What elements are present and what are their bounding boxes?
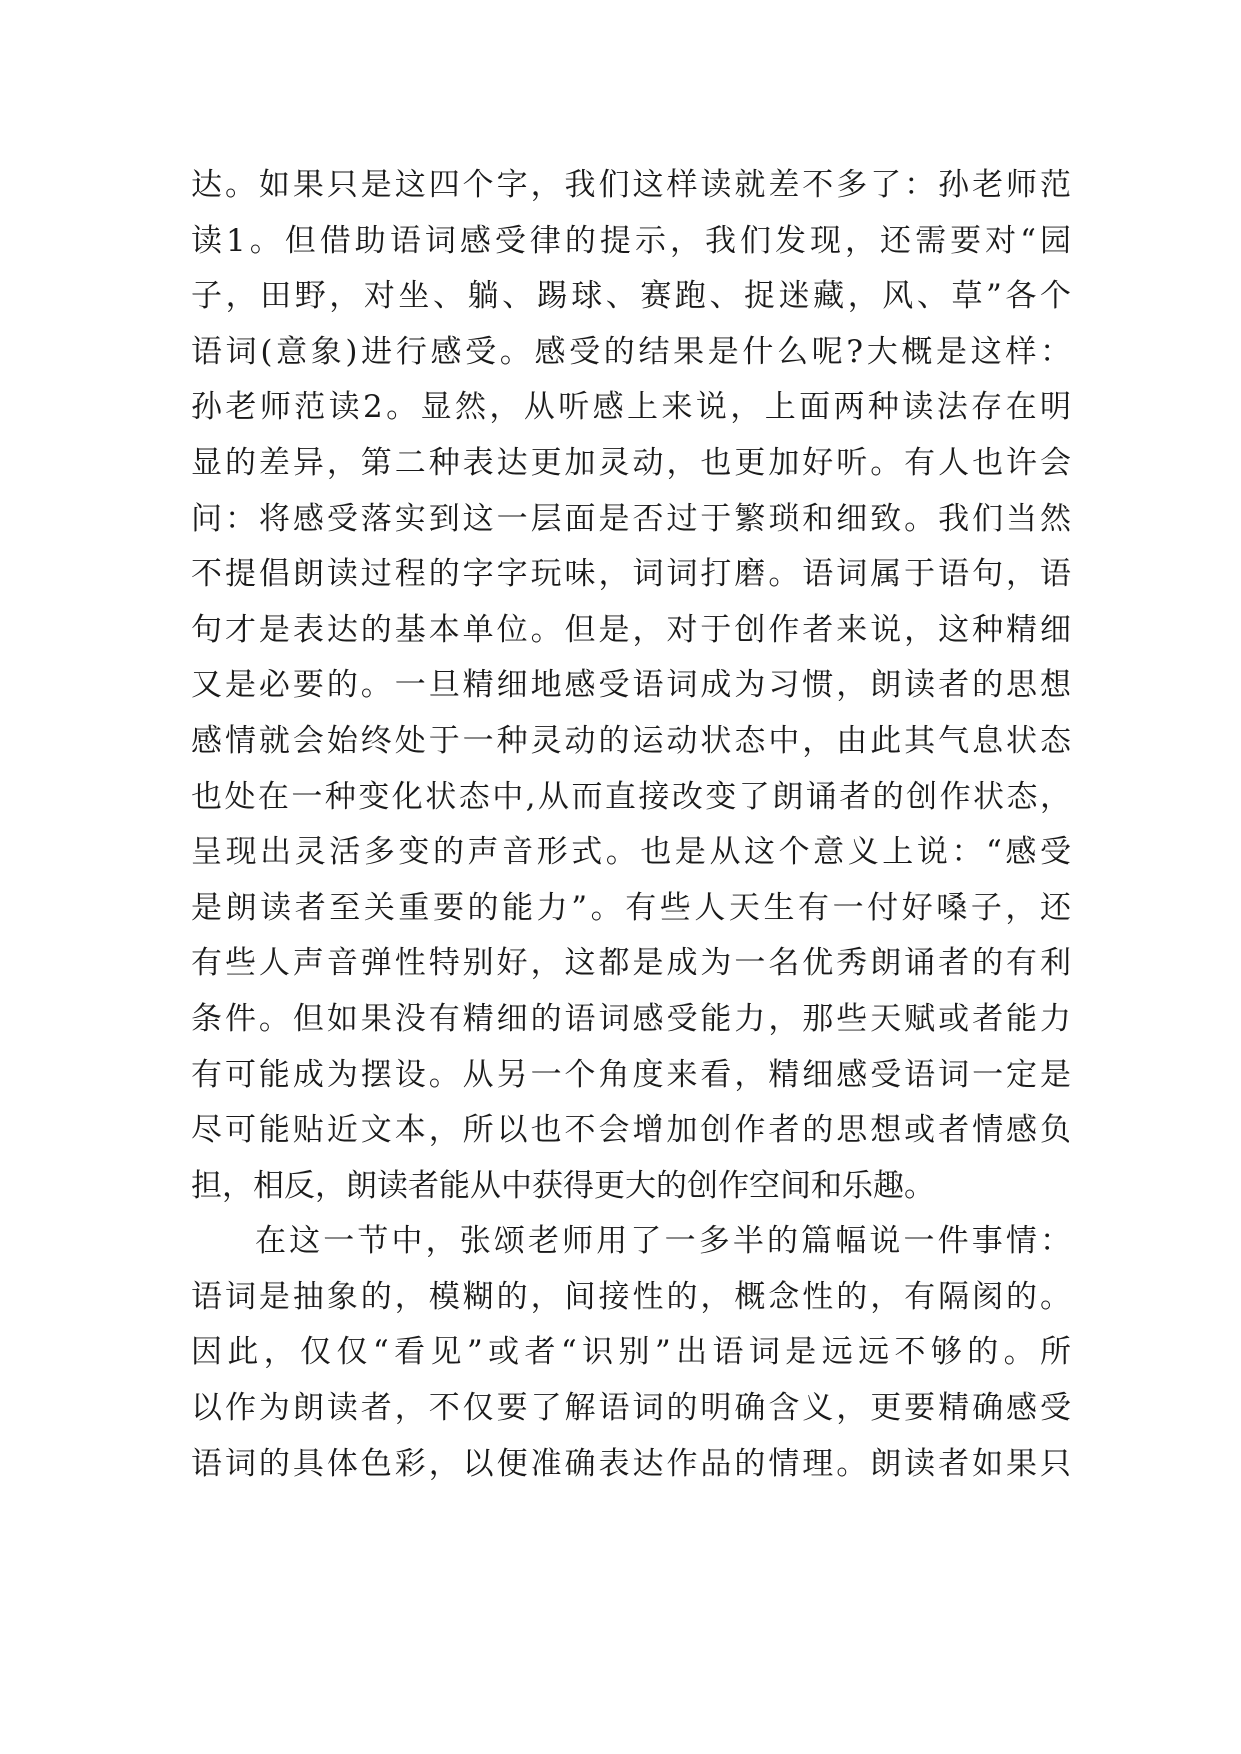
text-line: 以作为朗读者，不仅要了解语词的明确含义，更要精确感受: [191, 1390, 1071, 1427]
text-line: 问：将感受落实到这一层面是否过于繁琐和细致。我们当然: [191, 500, 1071, 537]
paragraph-end-line: 担，相反，朗读者能从中获得更大的创作空间和乐趣。: [191, 1167, 935, 1204]
text-line: 是朗读者至关重要的能力”。有些人天生有一付好嗓子，还: [191, 889, 1071, 926]
text-line: 尽可能贴近文本，所以也不会增加创作者的思想或者情感负: [191, 1112, 1071, 1149]
text-line: 语词的具体色彩，以便准确表达作品的情理。朗读者如果只: [191, 1445, 1071, 1482]
text-line: 呈现出灵活多变的声音形式。也是从这个意义上说：“感受: [191, 834, 1071, 871]
text-line: 子，田野，对坐、躺、踢球、赛跑、捉迷藏，风、草”各个: [191, 278, 1071, 315]
text-line: 达。如果只是这四个字，我们这样读就差不多了：孙老师范: [191, 167, 1071, 203]
text-line: 因此，仅仅“看见”或者“识别”出语词是远远不够的。所: [191, 1334, 1071, 1371]
text-line: 条件。但如果没有精细的语词感受能力，那些天赋或者能力: [191, 1000, 1071, 1037]
text-line: 感情就会始终处于一种灵动的运动状态中，由此其气息状态: [191, 722, 1071, 759]
text-line: 孙老师范读2。显然，从听感上来说，上面两种读法存在明: [191, 389, 1071, 426]
text-line: 有些人声音弹性特别好，这都是成为一名优秀朗诵者的有利: [191, 945, 1071, 982]
text-line: 也处在一种变化状态中,从而直接改变了朗诵者的创作状态，: [191, 778, 1071, 815]
text-line: 读1。但借助语词感受律的提示，我们发现，还需要对“园: [191, 222, 1071, 259]
text-line: 句才是表达的基本单位。但是，对于创作者来说，这种精细: [191, 611, 1071, 648]
text-line: 有可能成为摆设。从另一个角度来看，精细感受语词一定是: [191, 1056, 1071, 1093]
text-line: 语词是抽象的，模糊的，间接性的，概念性的，有隔阂的。: [191, 1278, 1071, 1315]
body-text: [191, 158, 1071, 1492]
text-line: 不提倡朗读过程的字字玩味，词词打磨。语词属于语句，语: [191, 556, 1071, 593]
paragraph-start-line: 在这一节中，张颂老师用了一多半的篇幅说一件事情：: [255, 1223, 1071, 1260]
text-line: 又是必要的。一旦精细地感受语词成为习惯，朗读者的思想: [191, 667, 1071, 704]
text-line: 显的差异，第二种表达更加灵动，也更加好听。有人也许会: [191, 444, 1071, 481]
text-line: 语词(意象)进行感受。感受的结果是什么呢?大概是这样：: [191, 333, 1071, 370]
